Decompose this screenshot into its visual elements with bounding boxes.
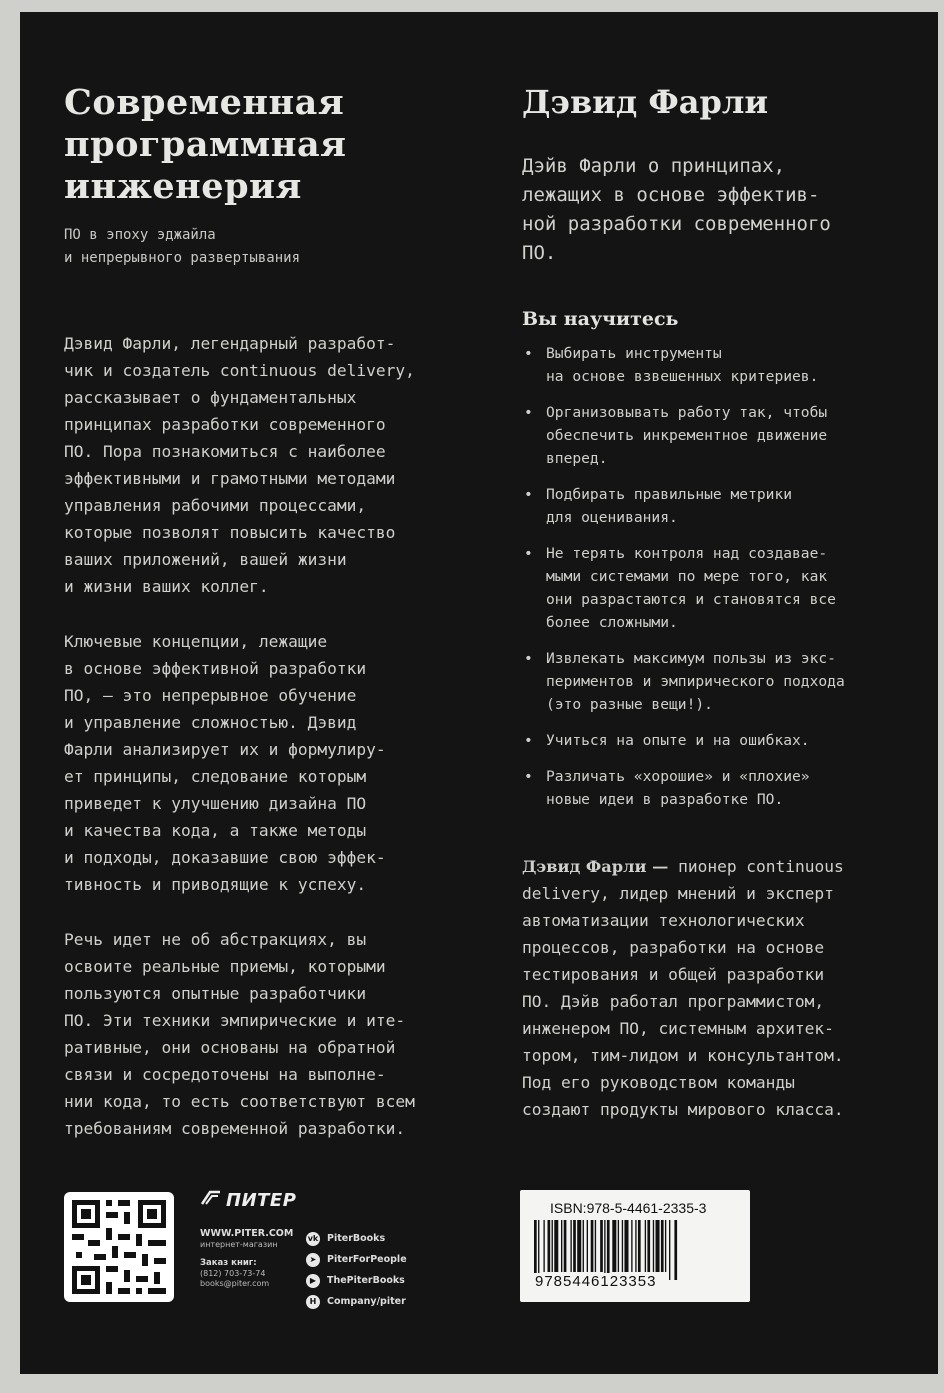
barcode-bar bbox=[645, 1220, 646, 1272]
youtube-icon: ▶ bbox=[306, 1274, 320, 1288]
bio-author-name: Дэвид Фарли — bbox=[522, 857, 669, 876]
isbn-barcode bbox=[520, 1190, 750, 1302]
barcode-bar bbox=[656, 1220, 660, 1272]
barcode-bar bbox=[665, 1220, 666, 1272]
description-paragraph: Дэвид Фарли, легендарный разработ- чик и создатель continuous delivery, рассказывает о фундаментальных принципах разработки современного ПО. Пора познакомиться с наиболее эффективными и грамотными методами управления рабочими процессами, которые позволят повысить качество ваших приложений, вашей жизни и жизни ваших коллег. bbox=[64, 334, 415, 596]
barcode-bar bbox=[570, 1220, 571, 1272]
barcode-bar bbox=[587, 1220, 588, 1272]
bio-text: пионер continuous delivery, лидер мнений и эксперт автоматизации технологических процессов, разработки на основе тестирования и общей разработки ПО. Дэйв работал программистом, инженером ПО, системным архитек- тором, тим-лидом и консультантом. Под его руководством команды создают продукты мирового класса. bbox=[522, 857, 844, 1119]
barcode-bar bbox=[604, 1220, 605, 1280]
barcode-bar bbox=[573, 1220, 576, 1272]
social-links bbox=[306, 1228, 407, 1312]
order-email: books@piter.com bbox=[200, 1279, 270, 1288]
barcode-bar bbox=[653, 1220, 654, 1272]
subtitle-line: и непрерывного развертывания bbox=[64, 250, 301, 266]
learn-item: • Различать «хорошие» и «плохие» новые идеи в разработке ПО. bbox=[522, 765, 922, 811]
learn-list bbox=[522, 342, 922, 811]
learn-heading: Вы научитесь bbox=[522, 308, 679, 330]
vk-icon: vk bbox=[306, 1232, 320, 1246]
barcode-bar bbox=[595, 1220, 596, 1272]
barcode-bar bbox=[647, 1220, 650, 1272]
publisher-website-caption: интернет-магазин bbox=[200, 1240, 278, 1249]
isbn-label: ISBN:978-5-4461-2335-3 bbox=[550, 1200, 707, 1216]
book-title bbox=[64, 82, 494, 208]
barcode-bar bbox=[635, 1220, 636, 1272]
description-paragraph: Речь идет не об абстракциях, вы освоите реальные приемы, которыми пользуются опытные разработчики ПО. Эти техники эмпирические и ите- ративные, они основаны на обратной связи и сосредоточены на выполне- нии кода, то есть соответствуют всем требованиям современной разработки. bbox=[64, 930, 415, 1138]
barcode-bar bbox=[554, 1220, 558, 1272]
barcode-bar bbox=[538, 1220, 539, 1280]
author-name: Дэвид Фарли bbox=[522, 83, 769, 121]
tagline: Дэйв Фарли о принципах, лежащих в основе эффектив- ной разработки современного ПО. bbox=[522, 155, 831, 264]
title-line: Современная bbox=[64, 82, 345, 123]
barcode-bar bbox=[661, 1220, 664, 1272]
book-back-cover bbox=[20, 12, 938, 1374]
isbn-digits-text: 9785446123353 bbox=[535, 1273, 657, 1290]
barcode-bar bbox=[548, 1220, 551, 1272]
barcode-bar bbox=[618, 1220, 619, 1272]
social-label: Company/piter bbox=[327, 1296, 406, 1307]
barcode-bar bbox=[612, 1220, 616, 1272]
learn-item: • Извлекать максимум пользы из экс- периментов и эмпирического подхода (это разные вещи!). bbox=[522, 647, 922, 716]
order-phone: (812) 703-73-74 bbox=[200, 1269, 266, 1278]
qr-code bbox=[64, 1192, 174, 1302]
barcode-bar bbox=[624, 1220, 628, 1272]
barcode-bar bbox=[577, 1220, 581, 1272]
isbn-digits bbox=[534, 1273, 740, 1290]
social-label: ThePiterBooks bbox=[327, 1275, 405, 1286]
barcode-bar bbox=[583, 1220, 584, 1272]
learn-item: • Учиться на опыте и на ошибках. bbox=[522, 729, 922, 752]
social-label: PiterForPeople bbox=[327, 1254, 407, 1265]
publisher-logo bbox=[200, 1190, 440, 1211]
barcode-bar bbox=[607, 1220, 610, 1280]
habr-icon: H bbox=[306, 1295, 320, 1309]
barcode-bar bbox=[564, 1220, 567, 1272]
left-column bbox=[64, 82, 494, 1142]
barcode-bar bbox=[552, 1220, 553, 1272]
barcode-bar bbox=[674, 1220, 677, 1280]
barcode-bar bbox=[561, 1220, 562, 1272]
author-bio bbox=[522, 853, 922, 1123]
qr-code-graphic bbox=[64, 1192, 174, 1302]
barcode-bar bbox=[631, 1220, 632, 1272]
telegram-icon: ➤ bbox=[306, 1253, 320, 1267]
learn-item: • Выбирать инструменты на основе взвешенных критериев. bbox=[522, 342, 922, 388]
piter-logo-icon bbox=[200, 1190, 222, 1211]
social-item bbox=[306, 1249, 407, 1270]
social-label: PiterBooks bbox=[327, 1233, 386, 1244]
publisher-block bbox=[200, 1190, 440, 1310]
barcode-bar bbox=[534, 1220, 537, 1280]
publisher-website: WWW.PITER.COM bbox=[200, 1228, 294, 1239]
barcode-bar bbox=[591, 1220, 594, 1272]
barcode-bar bbox=[543, 1220, 544, 1272]
social-item bbox=[306, 1270, 407, 1291]
title-line: программная bbox=[64, 124, 347, 165]
learn-item: • Не терять контроля над создавае- мыми системами по мере того, как они разрастаются и становятся все более сложными. bbox=[522, 542, 922, 634]
barcode-bar bbox=[600, 1220, 603, 1272]
learn-item: • Подбирать правильные метрики для оценивания. bbox=[522, 483, 922, 529]
subtitle-line: ПО в эпоху эджайла bbox=[64, 227, 216, 243]
barcode-bar bbox=[638, 1220, 641, 1272]
publisher-logo-text: ПИТЕР bbox=[226, 1190, 297, 1211]
learn-item: • Организовывать работу так, чтобы обеспечить инкрементное движение вперед. bbox=[522, 401, 922, 470]
barcode-bar bbox=[622, 1220, 623, 1272]
book-subtitle bbox=[64, 224, 494, 270]
order-label: Заказ книг: bbox=[200, 1258, 257, 1268]
social-item bbox=[306, 1291, 407, 1312]
right-column bbox=[522, 82, 922, 1123]
description-paragraph: Ключевые концепции, лежащие в основе эффективной разработки ПО, — это непрерывное обучение и управление сложностью. Дэвид Фарли анализирует их и формулиру- ет принципы, следование которым приведет к улучшению дизайна ПО и качества кода, а также методы и подходы, доказавшие свою эффек- тивность и приводящие к успеху. bbox=[64, 632, 386, 894]
barcode-bar bbox=[669, 1220, 670, 1280]
publisher-contacts bbox=[200, 1228, 300, 1288]
title-line: инженерия bbox=[64, 166, 302, 207]
social-item bbox=[306, 1228, 407, 1249]
